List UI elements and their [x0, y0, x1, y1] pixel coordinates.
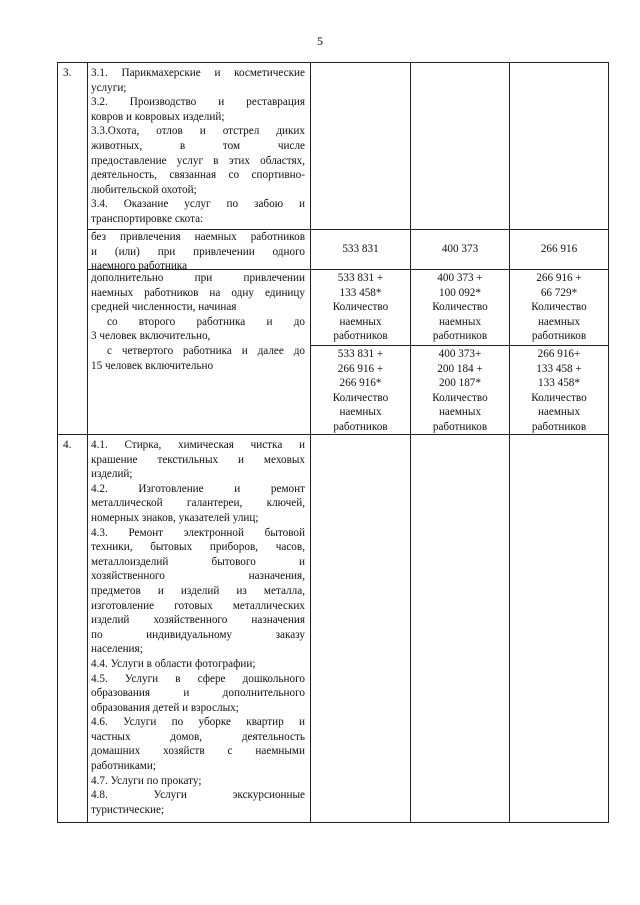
formula-line: работников — [333, 330, 388, 343]
formula-line: 266 916 + — [536, 272, 582, 284]
tariff-value: 400 373 — [441, 243, 479, 255]
formula-line: 533 831 + — [337, 272, 384, 284]
description-line: предоставление услуг в этих областях, — [91, 154, 305, 167]
subrow-description — [91, 271, 305, 373]
description-line: средней численности, начиная — [91, 301, 237, 314]
description-line: 4.4. Услуги в области фотографии; — [91, 657, 256, 670]
formula-line: 133 458* — [339, 286, 382, 299]
description-line: 4.7. Услуги по прокату; — [91, 774, 202, 787]
formula-line: 200 187* — [439, 377, 481, 390]
formula-line: 200 184 + — [437, 362, 483, 375]
description-line: животных, в том числе — [91, 139, 305, 152]
formula-line: наемных — [438, 315, 482, 328]
tariff-formula — [411, 347, 509, 435]
description-line: 4.6. Услуги по уборке квартир и — [91, 716, 305, 729]
description-line: по индивидуальному заказу — [91, 628, 305, 641]
description-line: без привлечения наемных работников — [91, 231, 305, 243]
formula-line: 266 916+ — [537, 348, 581, 360]
description-line: услуги; — [91, 81, 127, 94]
formula-line: 66 729* — [540, 286, 578, 299]
description-line: 4.5. Услуги в сфере дошкольного — [91, 672, 305, 685]
row-number: 3. — [63, 67, 72, 79]
description-line: изделий хозяйственного назначения — [91, 614, 305, 627]
subrow-description — [91, 230, 305, 274]
formula-line: наемных — [537, 406, 581, 419]
description-line: крашение текстильных и меховых — [91, 453, 305, 466]
description-line: и (или) при привлечении одного — [91, 245, 305, 258]
row-description — [91, 66, 305, 227]
formula-line: 266 916* — [339, 377, 382, 390]
formula-line: наемных — [438, 406, 482, 419]
description-line: ковров и ковровых изделий; — [91, 110, 225, 123]
formula-line: 266 916 + — [337, 362, 384, 375]
description-line: металлической галантереи, ключей, — [91, 497, 305, 510]
grid-line — [509, 62, 510, 823]
formula-line: Количество — [332, 301, 389, 314]
grid-line — [310, 345, 609, 346]
description-line: туристические; — [91, 803, 165, 816]
tariff-formula — [311, 271, 410, 344]
description-line: 3.1. Парикмахерские и косметические — [91, 67, 305, 79]
formula-line: Количество — [332, 391, 389, 404]
description-line: населения; — [91, 643, 143, 656]
formula-line: 133 458 + — [536, 362, 582, 375]
grid-line — [57, 62, 58, 823]
description-line: 3.2. Производство и реставрация — [91, 96, 305, 109]
formula-line: наемных — [339, 406, 382, 419]
formula-line: работников — [432, 330, 488, 343]
grid-line — [310, 62, 311, 823]
formula-line: работников — [432, 420, 488, 433]
formula-line: наемных — [339, 315, 382, 328]
grid-line — [57, 822, 609, 823]
formula-line: 533 831 + — [337, 348, 384, 360]
grid-line — [87, 62, 88, 823]
description-line: 3 человек включительно, — [91, 330, 211, 343]
description-line: наемного работника — [91, 260, 188, 273]
tariff-formula — [510, 271, 608, 344]
description-line: деятельность, связанная со спортивно- — [91, 169, 305, 182]
description-line: 4.8. Услуги экскурсионные — [91, 789, 305, 802]
page-number: 5 — [317, 34, 323, 48]
description-line: со второго работника и до — [107, 315, 305, 328]
description-line: изготовление готовых металлических — [91, 599, 305, 612]
tariff-formula — [510, 347, 608, 435]
description-line: 3.3.Охота, отлов и отстрел диких — [91, 125, 305, 138]
formula-line: работников — [531, 420, 587, 433]
tariff-value: 266 916 — [540, 243, 578, 255]
formula-line: 100 092* — [439, 286, 481, 299]
description-line: наемных работников на одну единицу — [91, 286, 305, 299]
description-line: с четвертого работника и далее до — [107, 344, 305, 357]
formula-line: 400 373 + — [437, 272, 483, 284]
description-line: хозяйственного назначения, — [91, 570, 305, 583]
grid-line — [57, 62, 609, 63]
description-line: изделий; — [91, 468, 133, 481]
description-line: дополнительно при привлечении — [91, 272, 305, 284]
description-line: работниками; — [91, 760, 156, 773]
tariff-value: 533 831 — [342, 243, 379, 255]
row-number: 4. — [63, 439, 72, 451]
description-line: 15 человек включительно — [91, 359, 214, 372]
description-line: металлоизделий бытового и — [91, 555, 305, 568]
description-line: предметов и изделий из металла, — [91, 584, 305, 597]
description-line: домашних хозяйств с наемными — [91, 745, 305, 758]
formula-line: работников — [531, 330, 587, 343]
description-line: транспортировке скота: — [91, 212, 204, 225]
description-line: 4.2. Изготовление и ремонт — [91, 482, 305, 495]
tariff-formula — [411, 271, 509, 344]
formula-line: работников — [333, 420, 388, 433]
description-line: номерных знаков, указателей улиц; — [91, 511, 259, 524]
formula-line: Количество — [432, 301, 488, 314]
description-line: частных домов, деятельность — [91, 730, 305, 743]
description-line: техники, бытовых приборов, часов, — [91, 541, 305, 554]
description-line: 4.1. Стирка, химическая чистка и — [91, 439, 305, 451]
row-description — [91, 438, 305, 817]
grid-line — [608, 62, 609, 823]
formula-line: Количество — [531, 391, 587, 404]
description-line: любительской охотой; — [91, 183, 197, 196]
formula-line: Количество — [531, 301, 587, 314]
tariff-formula — [311, 347, 410, 435]
description-line: образования детей и взрослых; — [91, 701, 239, 714]
description-line: 3.4. Оказание услуг по забою и — [91, 198, 305, 211]
description-line: 4.3. Ремонт электронной бытовой — [91, 526, 305, 539]
formula-line: 400 373+ — [438, 348, 482, 360]
formula-line: 133 458* — [538, 377, 580, 390]
formula-line: Количество — [432, 391, 488, 404]
description-line: образования и дополнительного — [91, 687, 305, 700]
grid-line — [410, 62, 411, 823]
formula-line: наемных — [537, 315, 581, 328]
